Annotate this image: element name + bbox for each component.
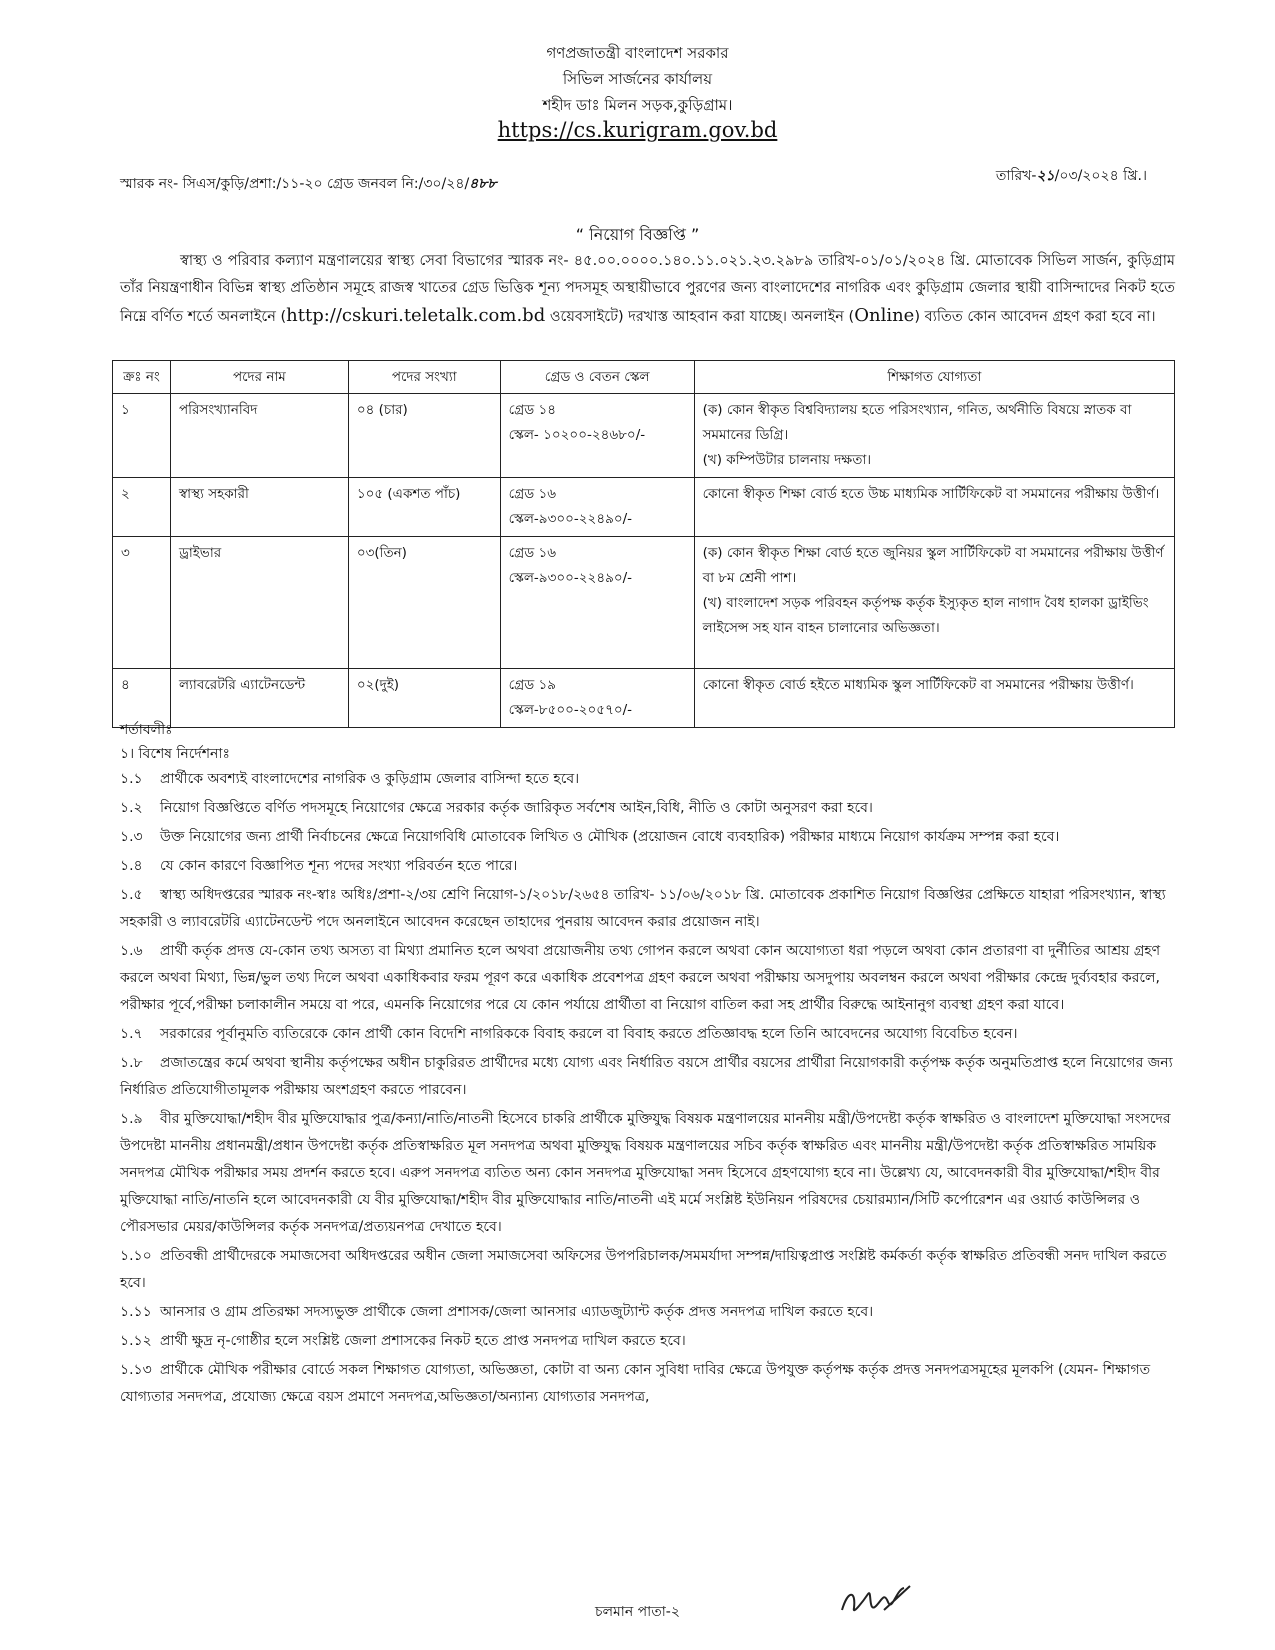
date-label: তারিখ- [995,168,1037,184]
govt-name: গণপ্রজাতন্ত্রী বাংলাদেশ সরকার [546,44,729,62]
grade-label: গ্রেড ১৯ [508,677,557,693]
term-item [120,938,1180,1019]
continued-page-label: চলমান পাতা-২ [595,1604,680,1620]
terms-section [120,718,1180,1413]
qualification-line: (খ) কম্পিউটার চালনায় দক্ষতা। [702,452,872,468]
term-number: ১.২ [120,800,143,816]
term-text: প্রজাতন্ত্রের কর্মে অথবা স্থানীয় কর্তৃপক্ষের অধীন চাকুরিরত প্রার্থীদের মধ্যে যোগ্য এবং নির্ধারিত বয়সে প্রার্থীর বয়সের প্রার্থীরা নিয়োগকারী কর্তৃপক্ষ কর্তৃক অনুমতিপ্রাপ্ত হলে নিয়োগের জন্য নির্ধারিত প্রতিযোগীতামূলক পরীক্ষায় অংশগ্রহণ করতে পারবেন। [120,1055,1173,1098]
term-item [120,882,1180,936]
term-text: প্রার্থীকে মৌখিক পরীক্ষার বোর্ডে সকল শিক্ষাগত যোগ্যতা, অভিজ্ঞতা, কোটা বা অন্য কোন সুবিধা দাবির ক্ষেত্রে উপযুক্ত কর্তৃপক্ষ কর্তৃক প্রদত্ত সনদপত্রসমূহের মূলকপি (যেমন- শিক্ষাগত যোগ্যতার সনদপত্র, প্রযোজ্য ক্ষেত্রে বয়স প্রমাণে সনদপত্র,অভিজ্ঞতা/অন্যান্য যোগ্যতার সনদপত্র, [120,1362,1151,1405]
term-number: ১.৮ [120,1055,143,1071]
cell-post: ড্রাইভার [170,537,348,669]
cell-post: স্বাস্থ্য সহকারী [170,478,348,537]
pay-scale: স্কেল-৮৫০০-২০৫৭০/- [508,702,633,718]
grade-label: গ্রেড ১৬ [508,545,557,561]
online-word: Online [854,305,915,326]
cell-qualification [694,394,1174,478]
term-text: সরকারের পূর্বানুমতি ব্যতিরেকে কোন প্রার্থী কোন বিদেশি নাগরিককে বিবাহ করলে বা বিবাহ করতে প্রতিজ্ঞাবদ্ধ হলে তিনি আবেদনের অযোগ্য বিবেচিত হবেন। [160,1026,1018,1042]
term-text: নিয়োগ বিজ্ঞপ্তিতে বর্ণিত পদসমূহে নিয়োগের ক্ষেত্রে সরকার কর্তৃক জারিকৃত সর্বশেষ আইন,বিধি, নীতি ও কোটা অনুসরণ করা হবে। [160,800,873,816]
term-number: ১.৪ [120,858,143,874]
cell-count: ০২(দুই) [348,669,500,728]
vacancy-table [112,360,1175,728]
header-qualification: শিক্ষাগত যোগ্যতা [694,361,1174,394]
cell-grade [500,537,694,669]
cell-grade [500,394,694,478]
table-row [113,537,1175,669]
term-item [120,1106,1180,1241]
memo-number [120,172,496,196]
qualification-line: (ক) কোন স্বীকৃত শিক্ষা বোর্ড হতে জুনিয়র স্কুল সার্টিফিকেট বা সমমানের পরীক্ষায় উত্তীর্ণ বা ৮ম শ্রেনী পাশ। [702,545,1164,586]
term-item [120,1050,1180,1104]
header-serial: ক্রঃ নং [113,361,171,394]
term-number: ১.১১ [120,1304,152,1320]
term-number: ১.৩ [120,829,143,845]
term-text: যে কোন কারণে বিজ্ঞাপিত শূন্য পদের সংখ্যা পরিবর্তন হতে পারে। [160,858,518,874]
grade-label: গ্রেড ১৬ [508,486,557,502]
pay-scale: স্কেল- ১০২০০-২৪৬৮০/- [508,427,646,443]
term-number: ১.৭ [120,1026,143,1042]
term-item [120,766,1180,793]
terms-subheading: ১। বিশেষ নির্দেশনাঃ [120,746,230,762]
term-item [120,795,1180,822]
intro-text-1: স্বাস্থ্য ও পরিবার কল্যাণ মন্ত্রণালয়ের স্বাস্থ্য সেবা বিভাগের স্মারক নং- ৪৫.০০.০০০০.১৪০.১১.০২১.২৩.২৯৮৯ তারিখ-০১/০১/২০২৪ খ্রি. মোতাবেক সিভিল সার্জন, কুড়িগ্রাম তাঁর নিয়ন্ত্রণাধীন বিভিন্ন স্বাস্থ্য প্রতিষ্ঠান সমূহে রাজস্ব খাতের গ্রেড ভিত্তিক শূন্য পদসমূহ অস্থায়ীভাবে পুরণের জন্য বাংলাদেশের নাগরিক এবং কুড়িগ্রাম জেলার স্থায়ী বাসিন্দাদের নিকট হতে নিম্নে বর্ণিত শর্তে অনলাইনে ( [120,253,1175,325]
cell-qualification [694,478,1174,537]
signature-icon [838,1580,918,1620]
term-text: প্রতিবন্ধী প্রার্থীদেরকে সমাজসেবা অধিদপ্তরের অধীন জেলা সমাজসেবা অফিসের উপপরিচালক/সমমর্যাদা সম্পন্ন/দায়িত্বপ্রাপ্ত সংশ্লিষ্ট কর্মকর্তা কর্তৃক স্বাক্ষরিত প্রতিবন্ধী সনদ দাখিল করতে হবে। [120,1248,1167,1291]
term-number: ১.১০ [120,1248,152,1264]
qualification-line: কোনো স্বীকৃত শিক্ষা বোর্ড হতে উচ্চ মাধ্যমিক সার্টিফিকেট বা সমমানের পরীক্ষায় উত্তীর্ণ। [702,486,1160,502]
cell-post: পরিসংখ্যানবিদ [170,394,348,478]
term-text: স্বাস্থ্য অধিদপ্তরের স্মারক নং-স্বাঃ অধিঃ/প্রশা-২/৩য় শ্রেণি নিয়োগ-১/২০১৮/২৬৫৪ তারিখ- ১১/০৬/২০১৮ খ্রি. মোতাবেক প্রকাশিত নিয়োগ বিজ্ঞপ্তির প্রেক্ষিতে যাহারা পরিসংখ্যান, স্বাস্থ্য সহকারী ও ল্যাবরেটরি এ্যাটেনডেন্ট পদে অনলাইনে আবেদন করেছেন তাহাদের পুনরায় আবেদন করার প্রয়োজন নাই। [120,887,1166,930]
date-suffix: /০৩/২০২৪ খ্রি.। [1054,168,1147,184]
term-number: ১.১২ [120,1333,152,1349]
term-text: প্রার্থীকে অবশ্যই বাংলাদেশের নাগরিক ও কুড়িগ্রাম জেলার বাসিন্দা হতে হবে। [160,771,580,787]
intro-text-3: ) ব্যতিত কোন আবেদন গ্রহণ করা হবে না। [914,309,1156,325]
application-link[interactable]: http://cskuri.teletalk.com.bd [286,305,546,326]
term-number: ১.৫ [120,887,143,903]
cell-count: ০৩(তিন) [348,537,500,669]
term-item [120,853,1180,880]
term-text: প্রার্থী ক্ষুদ্র নৃ-গোষ্ঠীর হলে সংশ্লিষ্ট জেলা প্রশাসকের নিকট হতে প্রাপ্ত সনদপত্র দাখিল করতে হবে। [160,1333,686,1349]
table-row [113,394,1175,478]
table-header-row [113,361,1175,394]
memo-handwritten-number: ৪৮৮ [469,176,497,192]
term-number: ১.১ [120,771,143,787]
cell-serial: ৩ [113,537,171,669]
table-row [113,478,1175,537]
term-number: ১.১৩ [120,1362,152,1378]
cell-serial: ৪ [113,669,171,728]
cell-grade [500,478,694,537]
term-item [120,1021,1180,1048]
intro-paragraph [120,248,1175,331]
term-item [120,1328,1180,1355]
cell-post: ল্যাবরেটরি এ্যাটেনডেন্ট [170,669,348,728]
intro-text-2: ওয়েবসাইটে) দরখাস্ত আহবান করা যাচ্ছে। অনলাইন ( [545,309,855,325]
header-post: পদের নাম [170,361,348,394]
term-number: ১.৬ [120,943,143,959]
cell-serial: ১ [113,394,171,478]
cell-serial: ২ [113,478,171,537]
memo-prefix: স্মারক নং- সিএস/কুড়ি/প্রশা:/১১-২০ গ্রেড জনবল নি:/৩০/২৪/ [120,176,470,192]
term-text: বীর মুক্তিযোদ্ধা/শহীদ বীর মুক্তিযোদ্ধার পুত্র/কন্যা/নাতি/নাতনী হিসেবে চাকরি প্রার্থীকে মুক্তিযুদ্ধ বিষয়ক মন্ত্রণালয়ের মাননীয় মন্ত্রী/উপদেষ্টা কর্তৃক স্বাক্ষরিত ও বাংলাদেশ মুক্তিযোদ্ধা সংসদের উপদেষ্টা মাননীয় প্রধানমন্ত্রী/প্রধান উপদেষ্টা কর্তৃক প্রতিস্বাক্ষরিত মূল সনদপত্র অথবা মুক্তিযুদ্ধ বিষয়ক মন্ত্রণালয়ের সচিব কর্তৃক স্বাক্ষরিত এবং মাননীয় মন্ত্রী/উপদেষ্টা কর্তৃক প্রতিস্বাক্ষরিত সাময়িক সনদপত্র মৌখিক পরীক্ষার সময় প্রদর্শন করতে হবে। এরুপ সনদপত্র ব্যতিত অন্য কোন সনদপত্র মুক্তিযোদ্ধা সনদ হিসেবে গ্রহণযোগ্য হবে না। উল্লেখ্য যে, আবেদনকারী বীর মুক্তিযোদ্ধা/শহীদ বীর মুক্তিযোদ্ধা নাতি/নাতনি হলে আবেদনকারী যে বীর মুক্তিযোদ্ধা/শহীদ বীর মুক্তিযোদ্ধার নাতি/নাতনী এই মর্মে সংশ্লিষ্ট ইউনিয়ন পরিষদের চেয়ারম্যান/সিটি কর্পোরেশন এর ওয়ার্ড কাউন্সিলর ও পৌরসভার মেয়র/কাউন্সিলর কর্তৃক সনদপত্র/প্রত্যয়নপত্র দেখাতে হবে। [120,1111,1171,1235]
term-text: প্রার্থী কর্তৃক প্রদত্ত যে-কোন তথ্য অসত্য বা মিথ্যা প্রমানিত হলে অথবা প্রয়োজনীয় তথ্য গোপন করলে অথবা কোন অযোগ্যতা ধরা পড়লে অথবা কোন প্রতারণা বা দুর্নীতির আশ্রয় গ্রহণ করলে অথবা মিথ্যা, ভিন্ন/ভুল তথ্য দিলে অথবা একাধিকবার ফরম পূরণ করে একাধিক প্রবেশপত্র গ্রহণ করলে অথবা পরীক্ষায় অসদুপায় অবলম্বন করলে অথবা পরীক্ষার কেন্দ্রে দুর্ব্যবহার করলে, পরীক্ষার পূর্বে,পরীক্ষা চলাকালীন সময়ে বা পরে, এমনকি নিয়োগের পরে যে কোন পর্যায়ে প্রার্থীতা বা নিয়োগ বাতিল করা সহ প্রার্থীর বিরুদ্ধে আইনানুগ ব্যবস্থা গ্রহণ করা যাবে। [120,943,1161,1013]
qualification-line: (খ) বাংলাদেশ সড়ক পরিবহন কর্তৃপক্ষ কর্তৃক ইস্যুকৃত হাল নাগাদ বৈধ হালকা ড্রাইভিং লাইসেন্স সহ যান বাহন চালানোর অভিজ্ঞতা। [702,595,1149,636]
office-website-link[interactable]: https://cs.kurigram.gov.bd [497,118,778,142]
date-handwritten-day: ২১ [1036,168,1055,184]
term-text: উক্ত নিয়োগের জন্য প্রার্থী নির্বাচনের ক্ষেত্রে নিয়োগবিধি মোতাবেক লিখিত ও মৌখিক (প্রয়োজন বোধে ব্যবহারিক) পরীক্ষার মাধ্যমে নিয়োগ কার্যক্রম সম্পন্ন করা হবে। [160,829,1060,845]
term-item [120,1243,1180,1297]
notice-title: “ নিয়োগ বিজ্ঞপ্তি ” [575,225,700,244]
qualification-line: (ক) কোন স্বীকৃত বিশ্ববিদ্যালয় হতে পরিসংখ্যান, গনিত, অর্থনীতি বিষয়ে স্নাতক বা সমমানের ডিগ্রি। [702,402,1132,443]
term-number: ১.৯ [120,1111,143,1127]
term-item [120,1357,1180,1411]
header-count: পদের সংখ্যা [348,361,500,394]
memo-date [996,164,1147,188]
pay-scale: স্কেল-৯৩০০-২২৪৯০/- [508,570,633,586]
qualification-line: কোনো স্বীকৃত বোর্ড হইতে মাধ্যমিক স্কুল সার্টিফিকেট বা সমমানের পরীক্ষায় উত্তীর্ণ। [702,677,1134,693]
grade-label: গ্রেড ১৪ [508,402,557,418]
cell-qualification [694,537,1174,669]
cell-count: ১০৫ (একশত পাঁচ) [348,478,500,537]
cell-count: ০৪ (চার) [348,394,500,478]
term-item [120,1299,1180,1326]
term-item [120,824,1180,851]
term-text: আনসার ও গ্রাম প্রতিরক্ষা সদস্যভুক্ত প্রার্থীকে জেলা প্রশাসক/জেলা আনসার এ্যাডজুট্যান্ট কর্তৃক প্রদত্ত সনদপত্র দাখিল করতে হবে। [160,1304,874,1320]
office-name: সিভিল সার্জনের কার্যালয় [562,70,713,88]
terms-heading: শর্তাবলীঃ [120,722,173,738]
header-grade: গ্রেড ও বেতন স্কেল [500,361,694,394]
office-address: শহীদ ডাঃ মিলন সড়ক,কুড়িগ্রাম। [542,96,733,114]
pay-scale: স্কেল-৯৩০০-২২৪৯০/- [508,511,633,527]
